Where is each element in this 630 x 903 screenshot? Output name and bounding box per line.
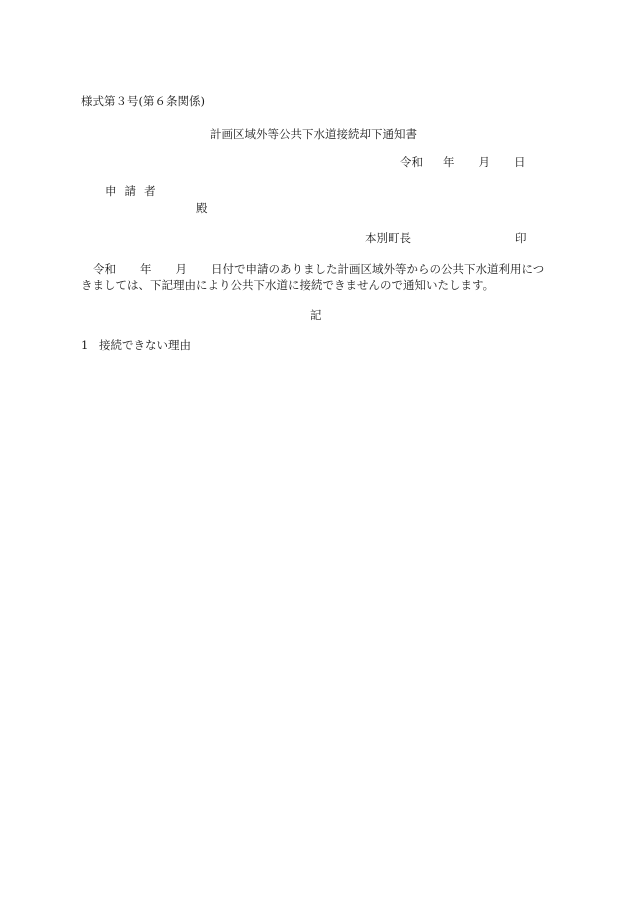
body-line-1	[93, 264, 544, 276]
date-month: 月	[478, 155, 490, 169]
form-number: 様式第３号(第６条関係)	[81, 94, 205, 108]
seal-mark: 印	[515, 231, 527, 245]
applicant-honorific: 殿	[196, 201, 208, 215]
list-item	[81, 340, 191, 352]
ki-heading: 記	[310, 308, 322, 322]
body-year: 年	[140, 262, 152, 276]
date-day: 日	[514, 155, 526, 169]
item-number: 1	[81, 338, 89, 352]
document-title: 計画区域外等公共下水道接続却下通知書	[210, 127, 417, 141]
body-line-2: きましては、下記理由により公共下水道に接続できませんので通知いたします。	[81, 278, 495, 292]
date-year: 年	[443, 155, 455, 169]
date-era: 令和	[400, 155, 423, 169]
item-text: 接続できない理由	[99, 338, 191, 352]
body-rest: 日付で申請のありました計画区域外等からの公共下水道利用につ	[211, 262, 545, 276]
applicant-label: 申請者	[105, 184, 164, 198]
date-line	[400, 157, 526, 169]
body-era: 令和	[93, 262, 116, 276]
sender-name: 本別町長	[365, 231, 411, 245]
body-month: 月	[175, 262, 187, 276]
